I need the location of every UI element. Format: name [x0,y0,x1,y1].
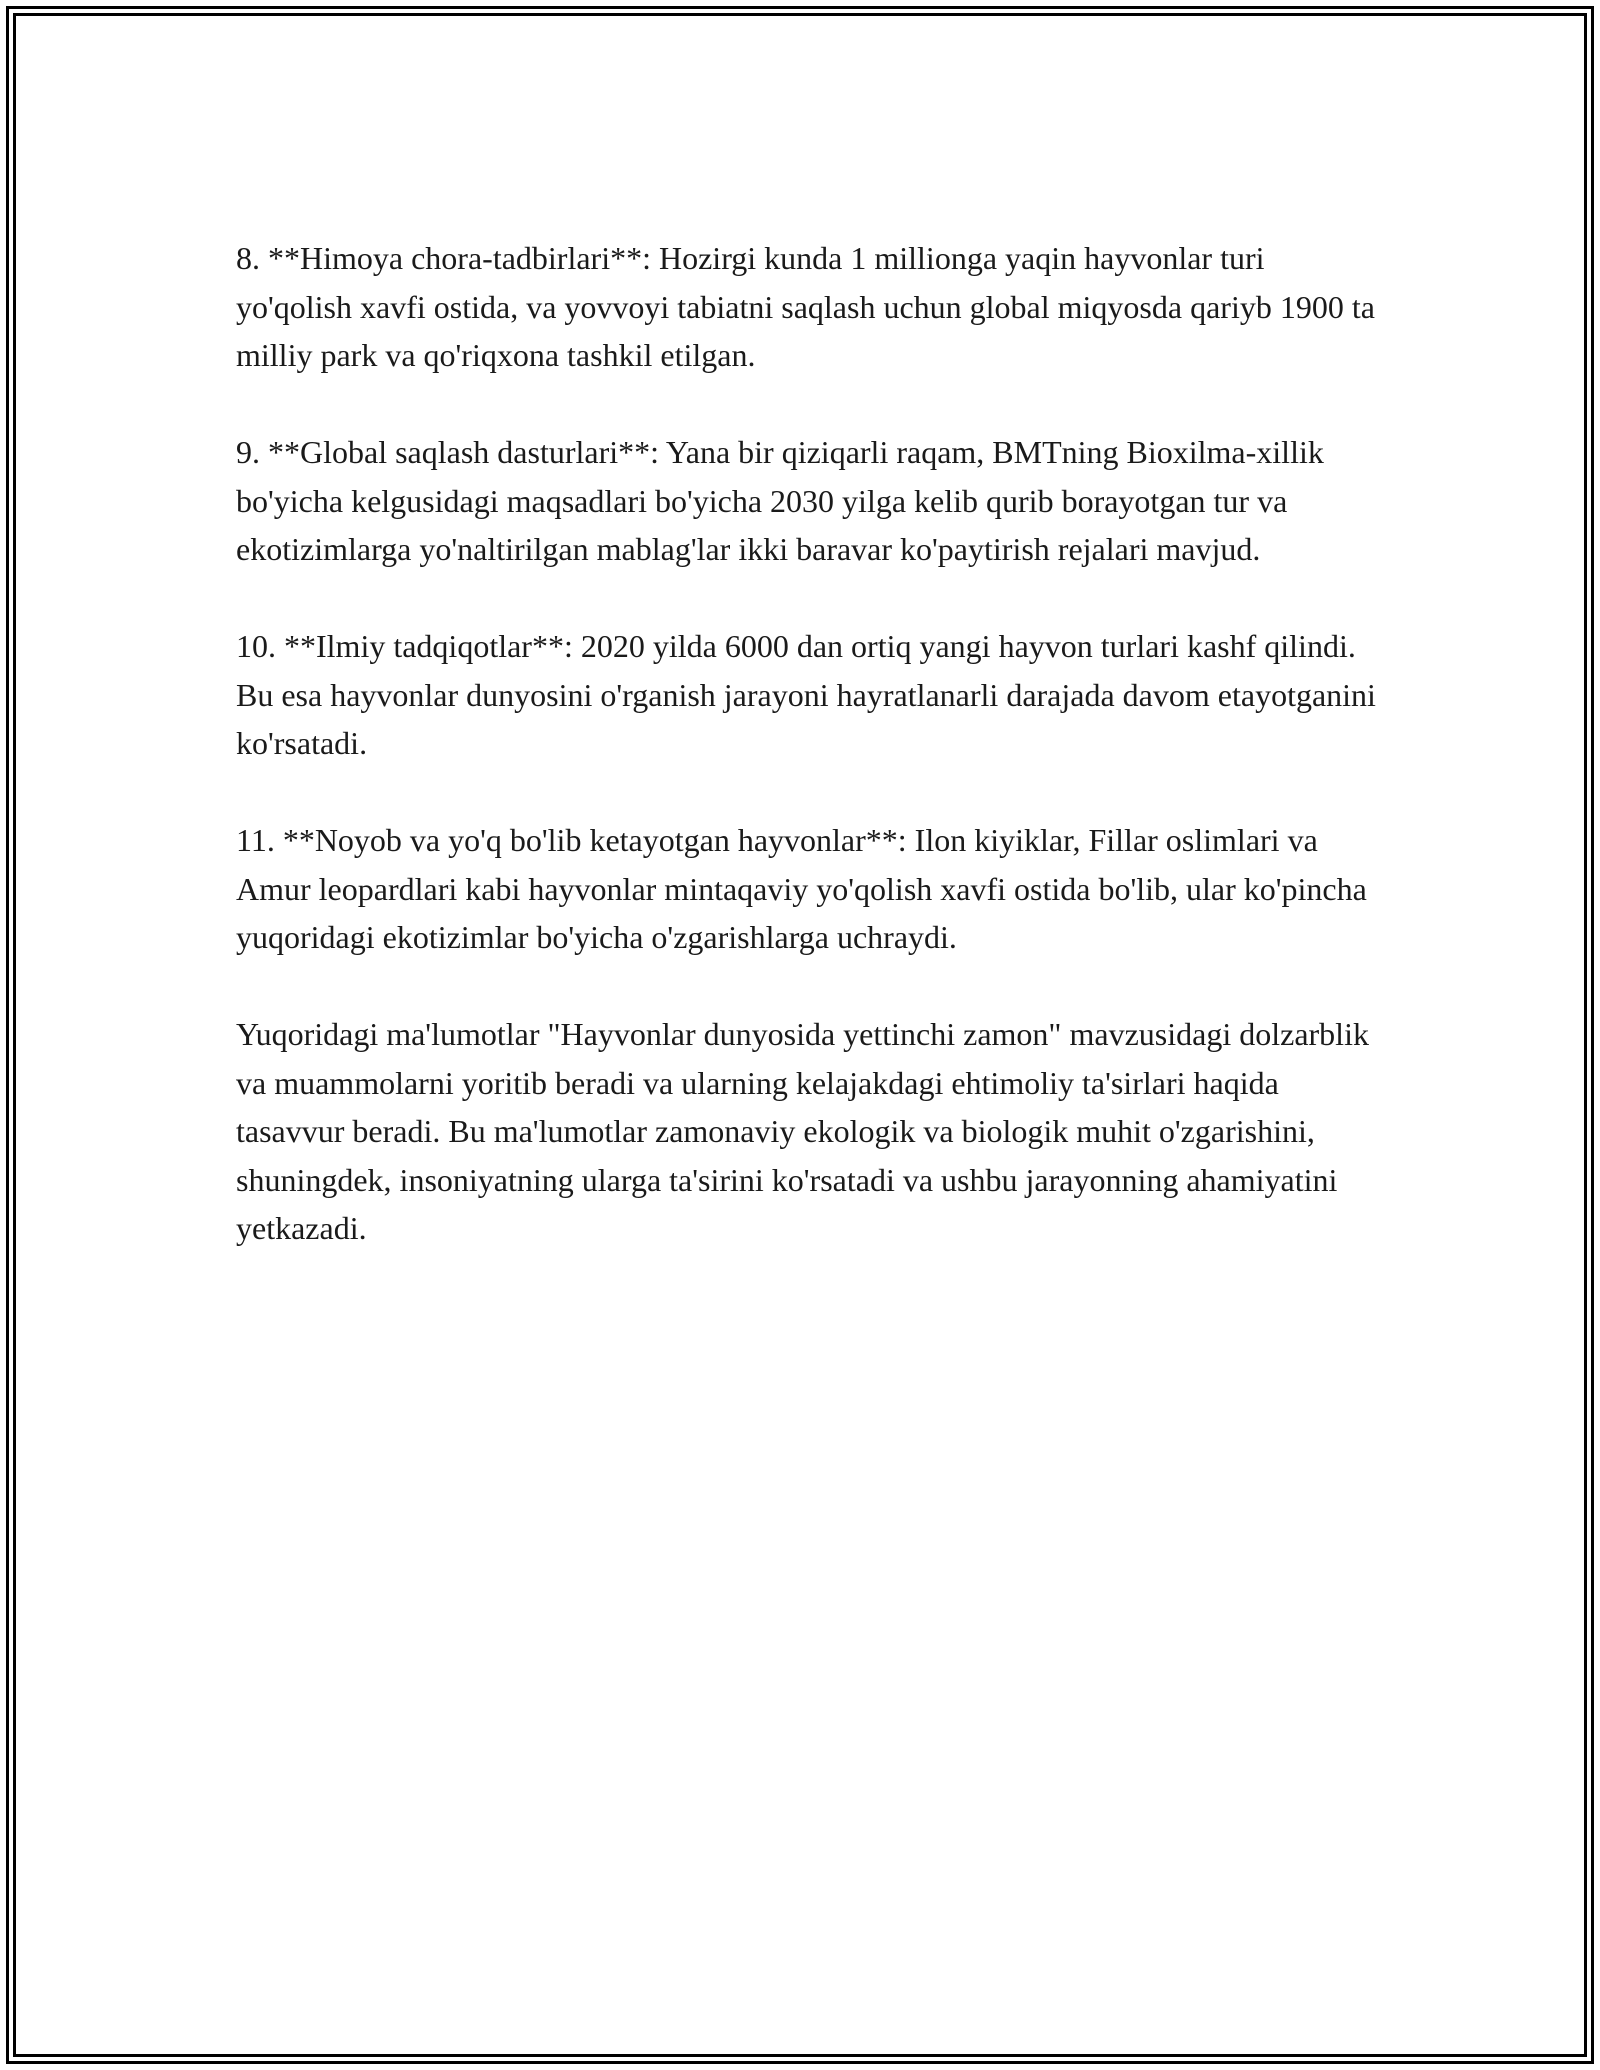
paragraph-8-himoya: 8. **Himoya chora-tadbirlari**: Hozirgi kunda 1 millionga yaqin hayvonlar turi yo'qolish xavfi ostida, va yovvoyi tabiatni saqlash uchun global miqyosda qariyb 1900 ta milliy park va qo'riqxona tashkil etilgan. [236,240,1375,373]
paragraph-11-noyob-hayvonlar: 11. **Noyob va yo'q bo'lib ketayotgan hayvonlar**: Ilon kiyiklar, Fillar oslimlari va Amur leopardlari kabi hayvonlar mintaqaviy yo'qolish xavfi ostida bo'lib, ular ko'pincha yuqoridagi ekotizimlar bo'yicha o'zgarishlarga uchraydi. [236,822,1367,955]
paragraph-10-ilmiy-tadqiqotlar: 10. **Ilmiy tadqiqotlar**: 2020 yilda 6000 dan ortiq yangi hayvon turlari kashf qilindi. Bu esa hayvonlar dunyosini o'rganish jarayoni hayratlanarli darajada davom etayotganini ko'rsatadi. [236,628,1376,761]
paragraph-conclusion: Yuqoridagi ma'lumotlar "Hayvonlar dunyosida yettinchi zamon" mavzusidagi dolzarblik va muammolarni yoritib beradi va ularning kelajakdagi ehtimoliy ta'sirlari haqida tasavvur beradi. Bu ma'lumotlar zamonaviy ekologik va biologik muhit o'zgarishini, shuningdek, insoniyatning ularga ta'sirini ko'rsatadi va ushbu jarayonning ahamiyatini yetkazadi. [236,1016,1369,1246]
paragraph-9-global-saqlash: 9. **Global saqlash dasturlari**: Yana bir qiziqarli raqam, BMTning Bioxilma-xillik bo'yicha kelgusidagi maqsadlari bo'yicha 2030 yilga kelib qurib borayotgan tur va ekotizimlarga yo'naltirilgan mablag'lar ikki baravar ko'paytirish rejalari mavjud. [236,434,1324,567]
document-body [236,234,1376,1301]
